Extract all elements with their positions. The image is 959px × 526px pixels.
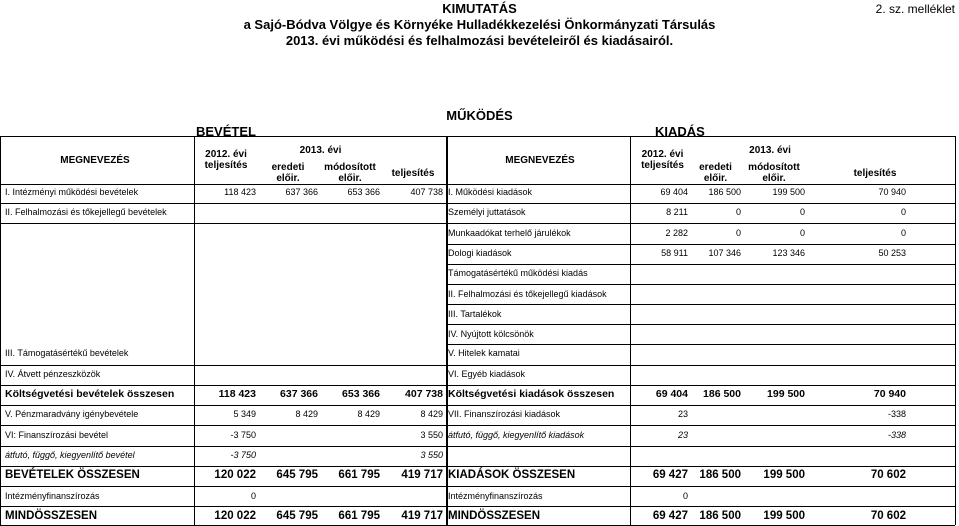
col-2013-left: 2013. évi — [299, 145, 342, 156]
right-row-label: Költségvetési kiadások összesen — [448, 388, 615, 400]
col-2013-right: 2013. évi — [749, 145, 791, 156]
right-row-modositott: 0 — [799, 228, 805, 238]
left-row-eredeti: 645 795 — [276, 510, 318, 522]
grid-line — [0, 203, 446, 204]
left-row-label: VI: Finanszírozási bevétel — [5, 430, 109, 440]
col-megnevezes-left: MEGNEVEZÉS — [60, 155, 130, 166]
grid-line — [448, 486, 955, 487]
right-row-label: MINDÖSSZESEN — [448, 510, 541, 522]
col-2012-right: 2012. évi — [641, 149, 684, 160]
section-mukodes: MŰKÖDÉS — [446, 108, 513, 123]
grid-line — [0, 446, 446, 447]
report-subtitle: a Sajó-Bódva Völgye és Környéke Hulladékkezelési Önkormányzati Társulás — [243, 17, 716, 32]
grid-line — [0, 486, 446, 487]
right-row-label: VII. Finanszírozási kiadások — [448, 409, 561, 419]
section-bevetel: BEVÉTEL — [196, 124, 256, 139]
left-row-label: IV. Átvett pénzeszközök — [5, 369, 101, 379]
left-row-label: Intézményfinanszírozás — [5, 491, 100, 501]
left-row-teljesites: 8 429 — [420, 409, 443, 419]
left-row-label: I. Intézményi működési bevételek — [5, 187, 139, 197]
right-row-modositott: 199 500 — [763, 469, 805, 481]
col-2012-left-sub: teljesítés — [204, 160, 248, 171]
grid-line — [630, 136, 631, 525]
col-2012-left: 2012. évi — [205, 149, 247, 160]
grid-line — [448, 425, 955, 426]
grid-line — [0, 506, 446, 507]
right-row-eredeti: 186 500 — [708, 187, 741, 197]
right-row-2012: 0 — [682, 491, 688, 501]
right-row-eredeti: 186 500 — [699, 510, 741, 522]
left-row-teljesites: 407 738 — [410, 187, 443, 197]
col-eredeti-left-sub: előir. — [276, 173, 300, 184]
left-row-modositott: 661 795 — [338, 510, 380, 522]
right-row-2012: 8 211 — [666, 207, 688, 217]
right-row-label: III. Tartalékok — [448, 309, 502, 319]
grid-line — [448, 466, 955, 467]
grid-line — [448, 385, 955, 386]
right-row-eredeti: 0 — [735, 207, 741, 217]
left-row-modositott: 8 429 — [357, 409, 380, 419]
left-row-2012: 120 022 — [214, 469, 256, 481]
right-row-label: Intézményfinanszírozás — [448, 491, 543, 501]
col-modositott-right: módosított — [748, 162, 800, 173]
right-row-teljesites: 0 — [900, 228, 906, 238]
right-row-label: Munkaadókat terhelő járulékok — [448, 228, 571, 238]
left-row-label: Költségvetési bevételek összesen — [5, 388, 175, 400]
right-row-label: VI. Egyéb kiadások — [448, 369, 526, 379]
left-row-teljesites: 419 717 — [401, 469, 443, 481]
left-row-modositott: 661 795 — [338, 469, 380, 481]
col-eredeti-right: eredeti — [699, 162, 732, 173]
grid-line — [955, 136, 956, 525]
right-row-modositott: 123 346 — [772, 248, 805, 258]
grid-line — [0, 136, 446, 137]
right-row-label: Személyi juttatások — [448, 207, 526, 217]
grid-line — [448, 284, 955, 285]
right-row-modositott: 199 500 — [763, 510, 805, 522]
grid-line — [448, 264, 955, 265]
right-row-2012: 2 282 — [665, 228, 688, 238]
left-row-label: II. Felhalmozási és tőkejellegű bevételek — [5, 207, 167, 217]
col-modositott-left: módosított — [324, 162, 376, 173]
left-row-label: BEVÉTELEK ÖSSZESEN — [5, 469, 140, 481]
right-row-teljesites: 70 940 — [878, 187, 906, 197]
right-row-modositott: 0 — [799, 207, 805, 217]
grid-line — [448, 304, 955, 305]
grid-line — [448, 344, 955, 345]
col-teljesites-left: teljesítés — [391, 168, 435, 179]
right-row-label: Dologi kiadások — [448, 248, 512, 258]
grid-line — [194, 136, 195, 525]
section-kiadas: KIADÁS — [655, 124, 705, 139]
right-row-eredeti: 186 500 — [699, 469, 741, 481]
grid-line — [448, 365, 955, 366]
right-row-label: V. Hitelek kamatai — [448, 348, 520, 358]
right-row-label: átfutó, függő, kiegyenlítő kiadások — [448, 430, 585, 440]
col-teljesites-right: teljesítés — [853, 168, 897, 179]
right-row-teljesites: 50 253 — [878, 248, 906, 258]
right-row-2012: 69 427 — [652, 469, 688, 481]
left-row-label: MINDÖSSZESEN — [5, 510, 98, 522]
right-row-modositott: 199 500 — [772, 187, 805, 197]
left-row-modositott: 653 366 — [342, 388, 380, 400]
right-row-teljesites: 70 602 — [870, 469, 906, 481]
left-row-teljesites: 419 717 — [401, 510, 443, 522]
grid-line — [448, 223, 955, 224]
right-row-teljesites: 70 602 — [870, 510, 906, 522]
right-row-2012: 69 404 — [655, 388, 688, 400]
grid-line — [0, 385, 446, 386]
left-row-2012: 118 423 — [224, 187, 256, 197]
grid-line — [448, 405, 955, 406]
right-row-teljesites: -338 — [887, 409, 906, 419]
right-row-teljesites: 70 940 — [873, 388, 906, 400]
right-row-eredeti: 107 346 — [708, 248, 741, 258]
col-eredeti-left: eredeti — [271, 162, 305, 173]
col-modositott-right-sub: előir. — [762, 173, 786, 184]
grid-line — [0, 184, 955, 185]
grid-line — [0, 425, 446, 426]
left-row-eredeti: 645 795 — [276, 469, 318, 481]
right-row-2012: 23 — [677, 409, 688, 419]
grid-line — [448, 446, 955, 447]
right-row-label: II. Felhalmozási és tőkejellegű kiadások — [448, 289, 607, 299]
right-row-eredeti: 0 — [735, 228, 741, 238]
grid-line — [0, 405, 446, 406]
col-eredeti-right-sub: előir. — [703, 173, 728, 184]
grid-line — [448, 244, 955, 245]
grid-line — [448, 136, 955, 137]
annex-label: 2. sz. melléklet — [875, 2, 955, 16]
left-row-label: V. Pénzmaradvány igénybevétele — [5, 409, 139, 419]
col-modositott-left-sub: előir. — [338, 173, 362, 184]
right-row-2012: 58 911 — [661, 248, 688, 258]
report-period: 2013. évi működési és felhalmozási bevételeiről és kiadásairól. — [285, 33, 674, 48]
left-row-2012: -3 750 — [230, 430, 256, 440]
right-row-label: I. Működési kiadások — [448, 187, 533, 197]
left-row-modositott: 653 366 — [347, 187, 380, 197]
grid-line — [0, 136, 1, 525]
left-row-teljesites: 3 550 — [420, 450, 443, 460]
left-row-2012: 118 423 — [218, 388, 256, 400]
right-row-2012: 69 404 — [660, 187, 688, 197]
right-row-eredeti: 186 500 — [703, 388, 741, 400]
left-row-2012: 0 — [250, 491, 256, 501]
left-row-label: átfutó, függő, kiegyenlítő bevétel — [5, 450, 135, 460]
right-row-2012: 69 427 — [652, 510, 688, 522]
right-row-teljesites: 0 — [900, 207, 906, 217]
left-row-label: III. Támogatásértékű bevételek — [5, 348, 129, 358]
right-row-label: Támogatásértékű működési kiadás — [448, 268, 588, 278]
right-row-label: KIADÁSOK ÖSSZESEN — [448, 469, 576, 481]
left-row-eredeti: 637 366 — [280, 388, 318, 400]
col-2012-right-sub: teljesítés — [641, 160, 684, 171]
left-row-eredeti: 8 429 — [295, 409, 318, 419]
right-row-modositott: 199 500 — [767, 388, 805, 400]
left-row-teljesites: 407 738 — [405, 388, 443, 400]
grid-line — [0, 365, 446, 366]
right-row-label: IV. Nyújtott kölcsönök — [448, 329, 534, 339]
left-row-eredeti: 637 366 — [285, 187, 318, 197]
grid-line — [448, 324, 955, 325]
left-row-2012: 5 349 — [233, 409, 256, 419]
right-row-teljesites: -338 — [887, 430, 906, 440]
grid-line — [448, 506, 955, 507]
left-row-2012: -3 750 — [230, 450, 256, 460]
grid-line — [0, 223, 446, 224]
left-row-2012: 120 022 — [214, 510, 256, 522]
report-title: KIMUTATÁS — [442, 1, 517, 16]
left-row-teljesites: 3 550 — [420, 430, 443, 440]
col-megnevezes-right: MEGNEVEZÉS — [505, 155, 575, 166]
right-row-2012: 23 — [677, 430, 688, 440]
grid-line — [0, 466, 446, 467]
grid-line — [448, 203, 955, 204]
